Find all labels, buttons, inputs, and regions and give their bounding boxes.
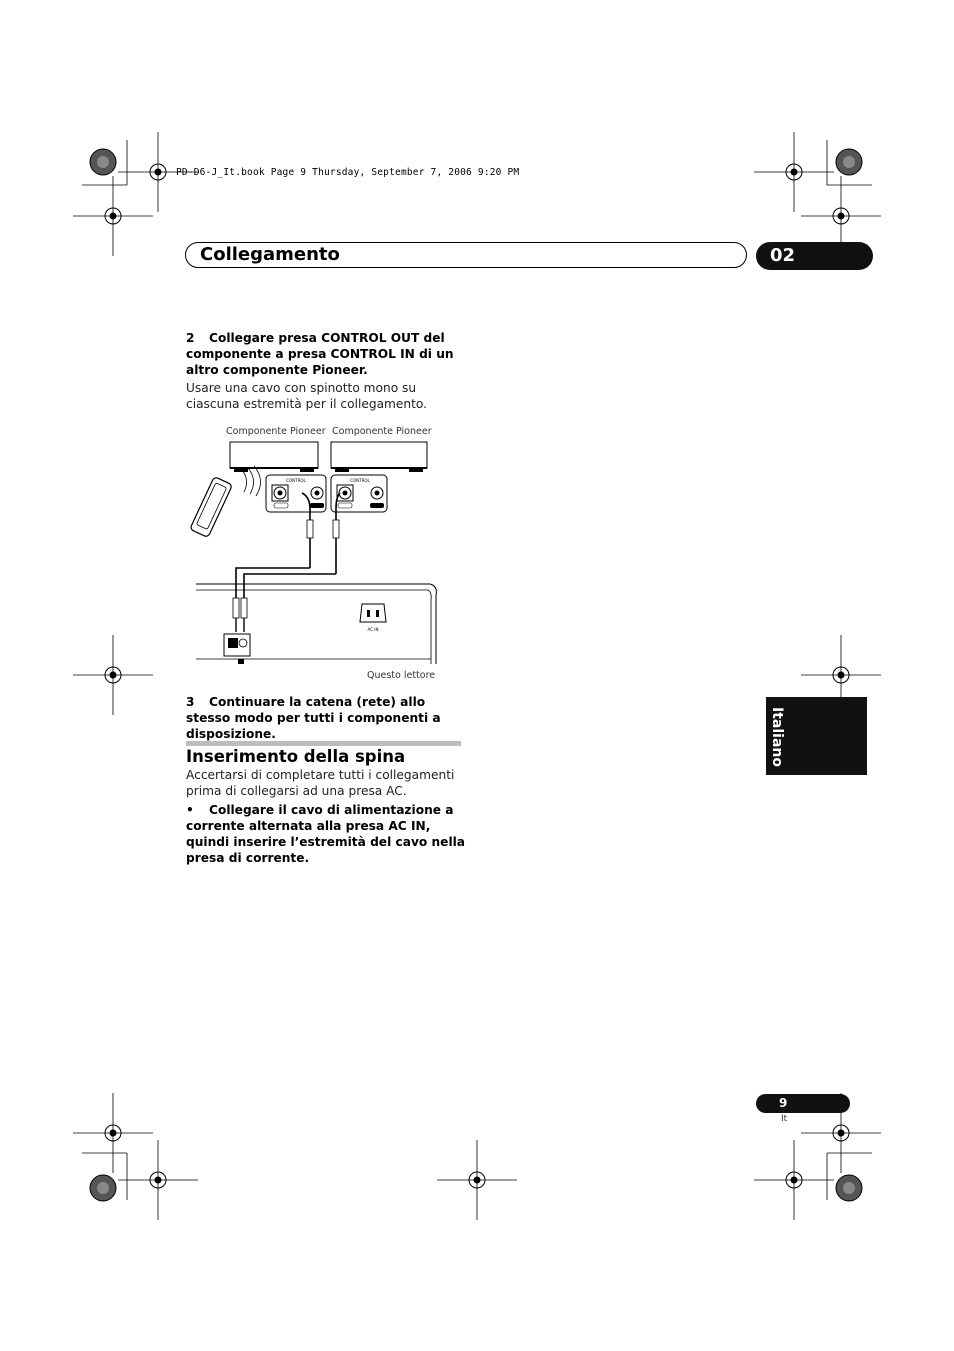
diagram-label-left-component: Componente Pioneer [226,426,326,437]
plug-section-heading: Inserimento della spina [186,747,406,766]
step-2-text: Collegare presa CONTROL OUT del componente a presa CONTROL IN di un altro componente Pioneer. [186,331,454,377]
chapter-number: 02 [770,245,796,266]
page-number: 9 [779,1096,788,1110]
svg-text:AC IN: AC IN [367,627,379,632]
diagram-label-right-component: Componente Pioneer [332,426,432,437]
plug-section-body: Accertarsi di completare tutti i collegamenti prima di collegarsi ad una presa AC. [186,768,455,798]
section-title: Collegamento [200,244,340,265]
left-component-box [230,442,318,472]
svg-text:CONTROL: CONTROL [286,478,306,483]
page-number-badge [756,1094,850,1113]
bullet-symbol: • [186,803,194,817]
step-2-number: 2 [186,331,195,345]
language-tab-label: Italiano [769,707,785,767]
diagram-label-player: Questo lettore [367,670,436,681]
step-2-body: Usare una cavo con spinotto mono su ciascuna estremità per il collegamento. [186,381,428,411]
connection-diagram [190,440,442,665]
page-language-code: It [781,1114,788,1124]
step-3-number: 3 [186,695,195,709]
ac-in-socket [360,604,386,632]
step-3-text: Continuare la catena (rete) allo stesso modo per tutti i componenti a disposizione. [186,695,441,741]
language-tab-text-wrap [768,707,788,767]
step-2-heading [186,330,476,378]
left-control-panel [266,475,326,512]
remote-control [190,477,232,538]
bullet-text: Collegare il cavo di alimentazione a corrente alternata alla presa AC IN, quindi inserire l’estremità del cavo nella presa di corrente. [186,803,466,865]
step-3-heading [186,694,466,742]
svg-text:CONTROL: CONTROL [350,478,370,483]
player-plugs [233,598,247,632]
right-component-box [331,442,427,472]
file-info-line: PD-D6-J_It.book Page 9 Thursday, September 7, 2006 9:20 PM [176,167,520,178]
player-control-jacks [224,634,250,656]
plug-section-bullet [186,802,466,866]
